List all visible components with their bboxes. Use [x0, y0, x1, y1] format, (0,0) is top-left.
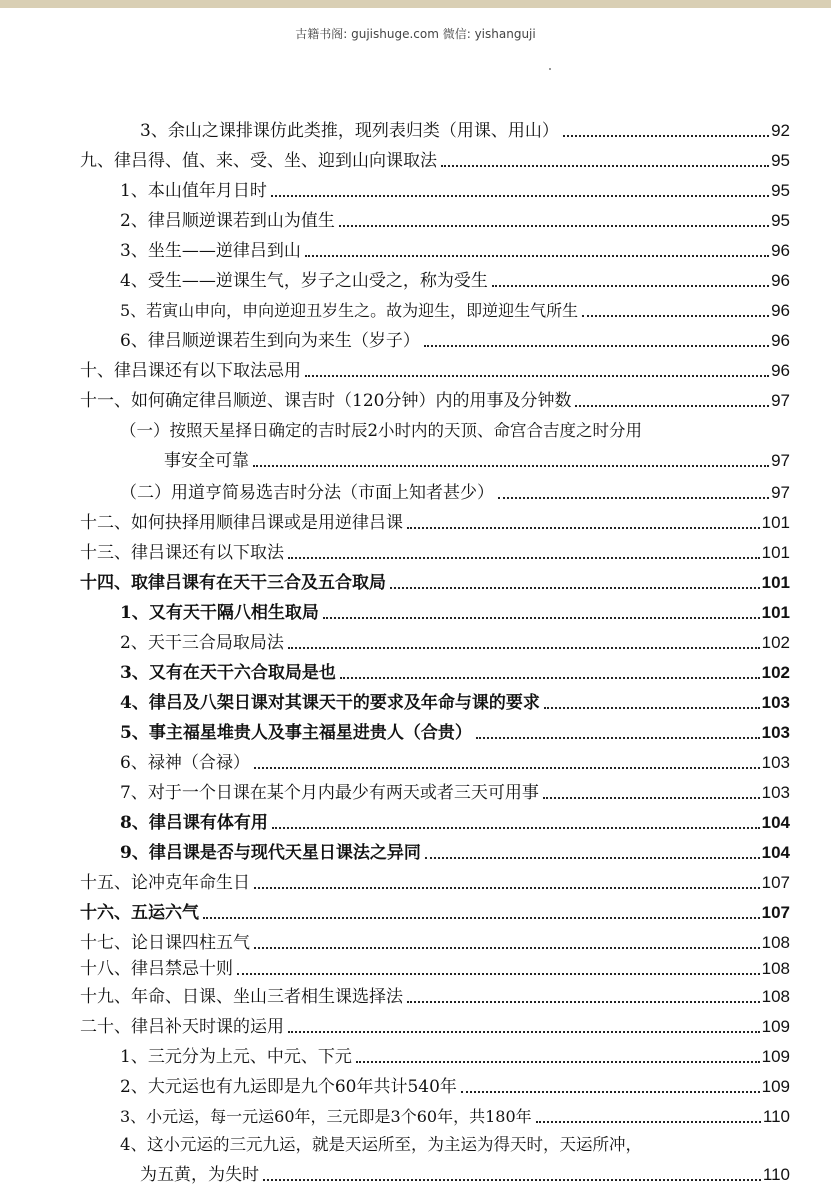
toc-leader-dots — [263, 1179, 761, 1181]
toc-leader-dots — [288, 557, 760, 559]
toc-page-number: 101 — [761, 513, 790, 532]
toc-entry[interactable] — [120, 834, 790, 864]
toc-page-number: 96 — [771, 331, 790, 350]
toc-entry[interactable] — [80, 142, 790, 172]
toc-entry-title: 十二、如何抉择用顺律吕课或是用逆律吕课 — [80, 513, 403, 533]
scan-speck — [549, 68, 551, 70]
toc-leader-dots — [288, 1031, 760, 1033]
toc-leader-dots — [424, 345, 769, 347]
toc-entry-title: 8、律吕课有体有用 — [120, 813, 268, 833]
toc-entry-title: 4、受生——逆课生气，岁子之山受之，称为受生 — [120, 271, 488, 291]
toc-leader-dots — [498, 497, 769, 499]
toc-leader-dots — [425, 857, 760, 859]
toc-entry[interactable] — [80, 382, 790, 412]
toc-page-number: 104 — [761, 843, 790, 862]
toc-page-number: 107 — [761, 903, 790, 922]
toc-leader-dots — [254, 887, 760, 889]
top-border — [0, 0, 831, 8]
toc-leader-dots — [203, 917, 760, 919]
toc-page-number: 109 — [761, 1017, 790, 1036]
toc-leader-dots — [390, 587, 760, 589]
toc-entry[interactable] — [80, 1008, 790, 1038]
toc-leader-dots — [476, 737, 760, 739]
toc-page-number: 103 — [761, 693, 790, 712]
toc-page-number: 103 — [761, 783, 790, 802]
toc-leader-dots — [563, 135, 769, 137]
toc-page-number: 96 — [771, 241, 790, 260]
toc-entry-title: 十六、五运六气 — [80, 903, 199, 923]
toc-leader-dots — [339, 225, 769, 227]
toc-entry[interactable] — [120, 262, 790, 292]
toc-leader-dots — [305, 375, 769, 377]
toc-entry-first-line: 4、这小元运的三元九运，就是天运所至，为主运为得天时，天运所冲， — [120, 1135, 642, 1154]
toc-entry[interactable] — [80, 978, 790, 1008]
toc-entry-title: 十九、年命、日课、坐山三者相生课选择法 — [80, 987, 403, 1007]
toc-page-number: 97 — [771, 483, 790, 502]
toc-leader-dots — [323, 617, 760, 619]
toc-page-number: 104 — [761, 813, 790, 832]
toc-entry-first-line: （一）按照天星择日确定的吉时辰2小时内的天顶、命宫合吉度之时分用 — [120, 421, 642, 440]
toc-entry[interactable] — [80, 950, 790, 980]
toc-entry[interactable] — [80, 352, 790, 382]
toc-page-number: 96 — [771, 361, 790, 380]
toc-page-number: 96 — [771, 271, 790, 290]
toc-entry[interactable] — [120, 1068, 790, 1098]
toc-leader-dots — [575, 405, 769, 407]
toc-page-number: 102 — [761, 633, 790, 652]
toc-leader-dots — [272, 827, 760, 829]
toc-page-number: 101 — [761, 603, 790, 622]
toc-entry[interactable] — [120, 744, 790, 774]
toc-page-number: 101 — [761, 543, 790, 562]
toc-page-number: 108 — [761, 933, 790, 952]
toc-entry-title: 3、又有在天干六合取局是也 — [120, 663, 336, 683]
toc-entry-title: 6、律吕顺逆课若生到向为来生（岁子） — [120, 331, 420, 351]
toc-entry[interactable] — [120, 474, 790, 504]
toc-page-number: 103 — [761, 753, 790, 772]
toc-leader-dots — [407, 527, 760, 529]
toc-page-number: 109 — [761, 1047, 790, 1066]
toc-entry[interactable] — [120, 322, 790, 352]
toc-entry-title: 9、律吕课是否与现代天星日课法之异同 — [120, 843, 421, 863]
toc-leader-dots — [340, 677, 760, 679]
toc-entry[interactable] — [120, 172, 790, 202]
toc-leader-dots — [441, 165, 769, 167]
toc-leader-dots — [254, 767, 760, 769]
toc-entry-title: 1、三元分为上元、中元、下元 — [120, 1047, 352, 1067]
toc-page-number: 107 — [761, 873, 790, 892]
toc-entry-title: 事安全可靠 — [164, 451, 249, 471]
toc-entry[interactable] — [80, 894, 790, 924]
toc-entry[interactable] — [120, 1038, 790, 1068]
toc-entry-title: 2、律吕顺逆课若到山为值生 — [120, 211, 335, 231]
toc-entry-title: 5、事主福星堆贵人及事主福星进贵人（合贵） — [120, 723, 472, 743]
toc-leader-dots — [492, 285, 769, 287]
toc-page-number: 110 — [762, 1165, 790, 1184]
toc-page-number: 108 — [761, 987, 790, 1006]
toc-leader-dots — [544, 707, 760, 709]
toc-entry[interactable] — [80, 564, 790, 594]
toc-leader-dots — [288, 647, 760, 649]
toc-entry-title: 2、天干三合局取局法 — [120, 633, 284, 653]
toc-entry[interactable] — [120, 714, 790, 744]
toc-entry-title: 3、小元运，每一元运60年，三元即是3个60年，共180年 — [120, 1107, 532, 1126]
toc-leader-dots — [582, 315, 769, 317]
toc-entry[interactable] — [120, 774, 790, 804]
toc-leader-dots — [271, 195, 769, 197]
toc-page-number: 102 — [761, 663, 790, 682]
toc-entry[interactable] — [140, 112, 790, 142]
toc-entry-title: （二）用道亨简易选吉时分法（市面上知者甚少） — [120, 483, 494, 503]
toc-page-number: 95 — [771, 181, 790, 200]
toc-entry-title: 十八、律吕禁忌十则 — [80, 959, 233, 979]
toc-entry[interactable] — [80, 504, 790, 534]
toc-entry[interactable] — [120, 202, 790, 232]
toc-entry[interactable] — [80, 864, 790, 894]
toc-page-number: 96 — [771, 301, 790, 320]
toc-page-number: 92 — [771, 121, 790, 140]
toc-leader-dots — [407, 1001, 760, 1003]
toc-entry[interactable] — [164, 442, 790, 472]
toc-leader-dots — [305, 255, 769, 257]
toc-entry[interactable] — [120, 292, 790, 322]
toc-entry[interactable] — [120, 1098, 790, 1128]
toc-entry[interactable] — [80, 534, 790, 564]
toc-entry-title: 1、本山值年月日时 — [120, 181, 267, 201]
toc-page-number: 95 — [771, 151, 790, 170]
toc-leader-dots — [543, 797, 760, 799]
toc-entry-title: 十一、如何确定律吕顺逆、课吉时（120分钟）内的用事及分钟数 — [80, 391, 572, 411]
toc-entry-title: 十七、论日课四柱五气 — [80, 933, 250, 953]
toc-entry-title: 5、若寅山申向，申向逆迎丑岁生之。故为迎生，即逆迎生气所生 — [120, 301, 579, 320]
toc-entry-title: 十三、律吕课还有以下取法 — [80, 543, 284, 563]
toc-entry-title: 十五、论冲克年命生日 — [80, 873, 250, 893]
toc-page-number: 110 — [762, 1107, 790, 1126]
toc-entry[interactable] — [120, 232, 790, 262]
toc-entry-title: 为五黄，为失时 — [140, 1165, 259, 1185]
toc-leader-dots — [461, 1091, 760, 1093]
toc-entry-title: 十、律吕课还有以下取法忌用 — [80, 361, 301, 381]
toc-page-number: 109 — [761, 1077, 790, 1096]
toc-leader-dots — [356, 1061, 760, 1063]
toc-entry[interactable] — [120, 654, 790, 684]
toc-entry[interactable] — [120, 624, 790, 654]
toc-leader-dots — [254, 947, 760, 949]
toc-page-number: 97 — [771, 451, 790, 470]
source-watermark: 古籍书阁: gujishuge.com 微信: yishanguji — [295, 27, 536, 41]
toc-page-number: 103 — [761, 723, 790, 742]
toc-page-number: 101 — [761, 573, 790, 592]
toc-entry-title: 2、大元运也有九运即是九个60年共计540年 — [120, 1077, 457, 1097]
toc-entry-title: 3、余山之课排课仿此类推，现列表归类（用课、用山） — [140, 121, 559, 141]
toc-entry[interactable] — [120, 804, 790, 834]
toc-entry[interactable] — [120, 684, 790, 714]
toc-entry-title: 7、对于一个日课在某个月内最少有两天或者三天可用事 — [120, 783, 539, 803]
toc-page-number: 95 — [771, 211, 790, 230]
toc-entry-title: 4、律吕及八架日课对其课天干的要求及年命与课的要求 — [120, 693, 540, 713]
toc-entry-title: 6、禄神（合禄） — [120, 753, 250, 773]
toc-entry[interactable] — [140, 1156, 790, 1186]
toc-entry[interactable] — [120, 594, 790, 624]
toc-entry-title: 二十、律吕补天时课的运用 — [80, 1017, 284, 1037]
toc-leader-dots — [253, 465, 769, 467]
toc-leader-dots — [536, 1121, 761, 1123]
toc-entry-title: 九、律吕得、值、来、受、坐、迎到山向课取法 — [80, 151, 437, 171]
toc-entry-title: 十四、取律吕课有在天干三合及五合取局 — [80, 573, 386, 593]
toc-page-number: 97 — [771, 391, 790, 410]
toc-entry-title: 3、坐生——逆律吕到山 — [120, 241, 301, 261]
toc-page-number: 108 — [761, 959, 790, 978]
toc-leader-dots — [237, 973, 760, 975]
toc-entry-title: 1、又有天干隔八相生取局 — [120, 603, 319, 623]
